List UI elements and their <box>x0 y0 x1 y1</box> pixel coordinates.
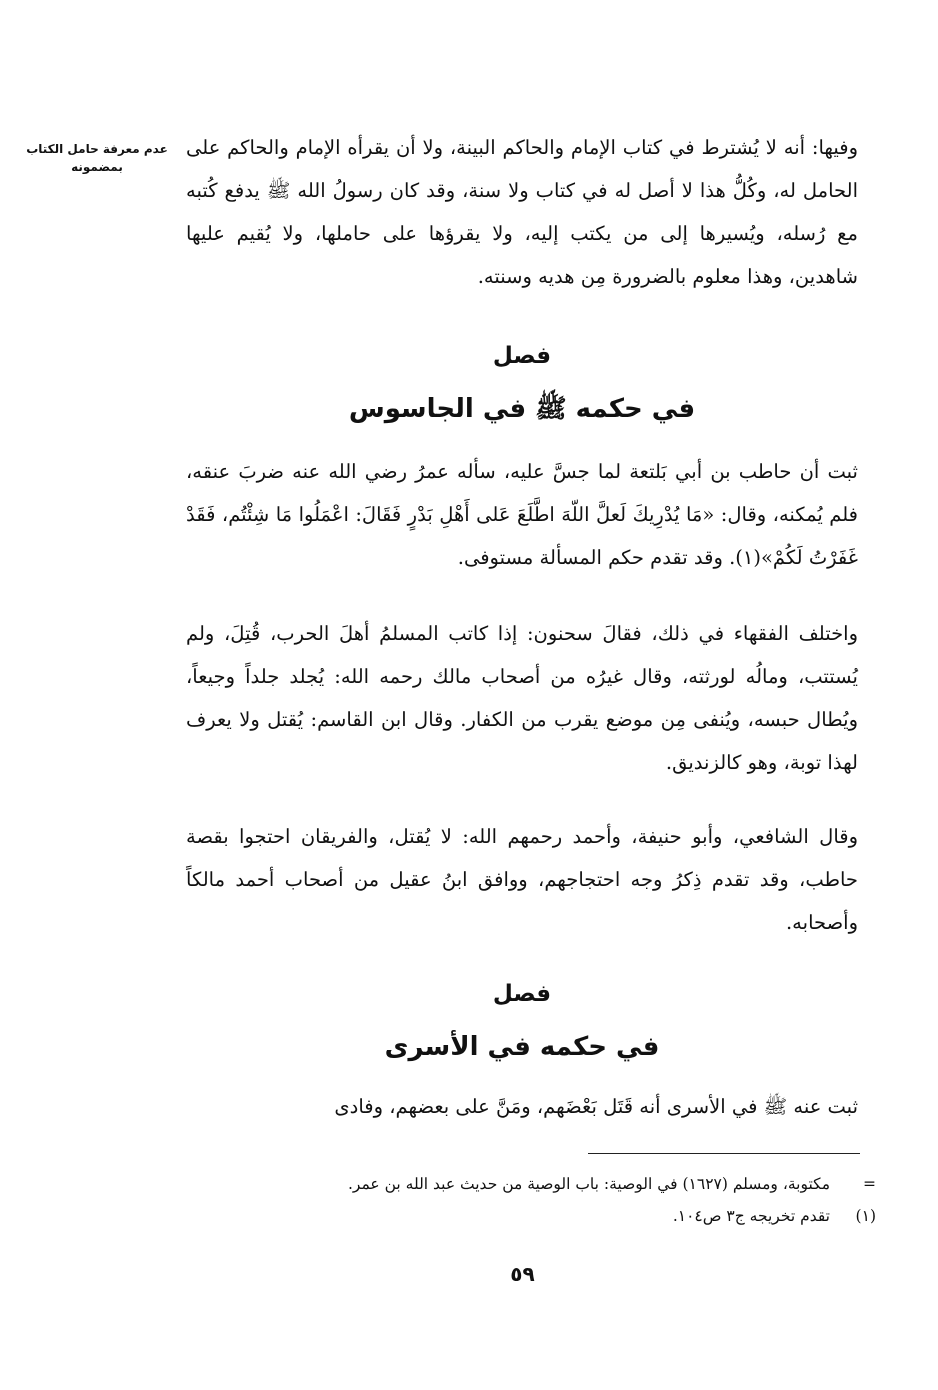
page-number: ٥٩ <box>510 1262 535 1286</box>
section-heading-fasl: فصل <box>492 343 552 369</box>
paragraph-jurists-disagreement: واختلف الفقهاء في ذلك، فقالَ سحنون: إذا كاتب المسلمُ أهلَ الحرب، قُتِلَ، ولم يُستتب، ومالُه لورثته، وقال غيرُه من أصحاب مالك رحمه الله: يُجلد جلداً وجيعاً، ويُطال حبسه، ويُنفى مِن موضع يقرب من الكفار. وقال ابن القاسم: يُقتل ولا يعرف لهذا توبة، وهو كالزنديق. <box>186 622 858 774</box>
footnote-continued <box>186 1168 876 1200</box>
footnote-1-text: تقدم تخريجه ج٣ ص١٠٤. <box>672 1207 830 1225</box>
section-title-spy: في حكمه ﷺ في الجاسوس <box>348 394 696 424</box>
footnote-1-marker: (١) <box>855 1207 876 1225</box>
section-heading-fasl: فصل <box>492 981 552 1007</box>
footnote-1 <box>186 1200 876 1232</box>
section-title-captives: في حكمه في الأسرى <box>384 1032 660 1062</box>
footnote-continued-marker: = <box>863 1175 876 1193</box>
paragraph-hatib: ثبت أن حاطب بن أبي بَلتعة لما جسَّ عليه، سأله عمرُ رضي الله عنه ضربَ عنقه، فلم يُمكنه، وقال: «مَا يُدْرِيكَ لَعلَّ اللّهَ اطَّلَعَ عَلى أَهْلِ بَدْرٍ فَقَالَ: اعْمَلُوا مَا شِئْتُم، فَقَدْ غَفَرْتُ لَكُمْ»(١). وقد تقدم حكم المسألة مستوفى. <box>186 460 858 569</box>
paragraph-shafii-abu-hanifa: وقال الشافعي، وأبو حنيفة، وأحمد رحمهم الله: لا يُقتل، والفريقان احتجوا بقصة حاطب، وقد تقدم ذِكرُ وجه احتجاجهم، ووافق ابنُ عقيل من أصحاب أحمد مالكاً وأصحابه. <box>186 825 858 934</box>
footnote-divider <box>588 1153 860 1154</box>
footnotes <box>186 1168 876 1232</box>
footnote-continued-text: مكتوبة، ومسلم (١٦٢٧) في الوصية: باب الوصية من حديث عبد الله بن عمر. <box>347 1175 830 1193</box>
margin-note: عدم معرفة حامل الكتاب بمضمونه <box>26 142 168 174</box>
paragraph-letters-of-imam: وفيها: أنه لا يُشترط في كتاب الإمام والحاكم البينة، ولا أن يقرأه الإمام والحاكم على الحامل له، وكُلُّ هذا لا أصل له في كتاب ولا سنة، وقد كان رسولُ الله ﷺ يدفع كُتبه مع رُسله، ويُسيرها إلى من يكتب إليه، ولا يقرؤها على حاملها، ولا يُقيم عليها شاهدين، وهذا معلوم بالضرورة مِن هديه وسنته. <box>186 136 858 288</box>
paragraph-captives: ثبت عنه ﷺ في الأسرى أنه قَتَل بَعْضَهم، ومَنَّ على بعضهم، وفادى <box>334 1095 858 1118</box>
